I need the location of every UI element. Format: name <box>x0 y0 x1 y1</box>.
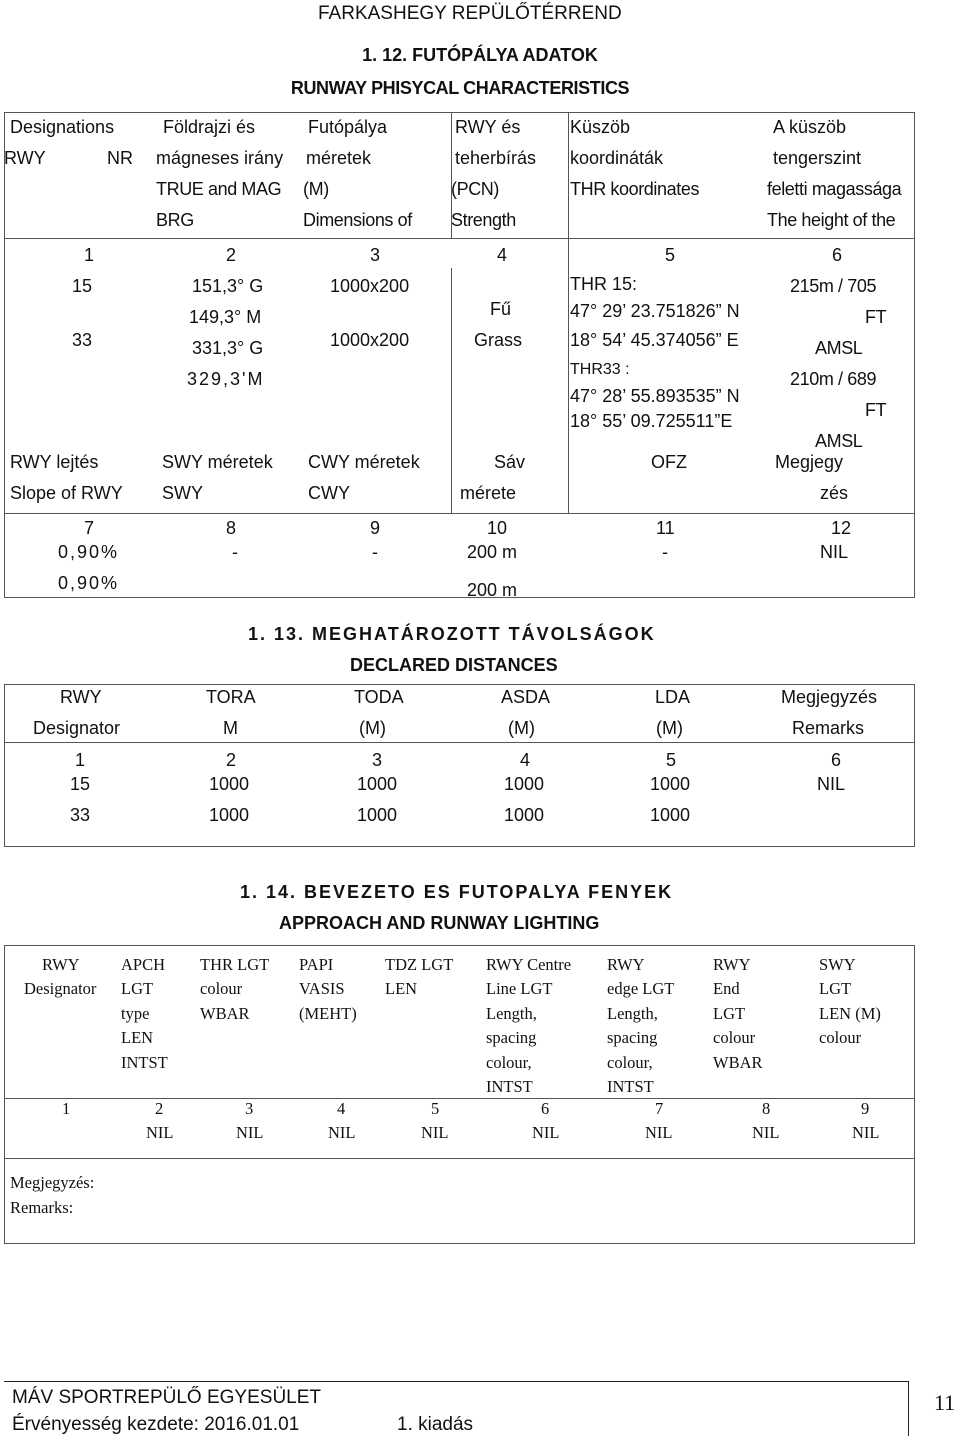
col-number: 1 <box>62 1099 71 1118</box>
bearing-true-33: 331,3° G <box>192 338 264 358</box>
col-centreline-label: colour, <box>486 1053 532 1072</box>
edge-value: NIL <box>645 1123 673 1142</box>
col-strength-label-3: (PCN) <box>451 179 499 199</box>
col-bearing-label-1: Földrajzi és <box>163 117 256 137</box>
col-slope-label-1: RWY lejtés <box>10 452 99 472</box>
col-papi-label: (MEHT) <box>299 1004 357 1023</box>
cell-remarks: NIL <box>817 774 846 794</box>
section-12-title: 1. 12. FUTÓPÁLYA ADATOK <box>362 45 598 65</box>
col-designator-label: Designator <box>33 718 121 738</box>
col-number: 5 <box>665 245 676 265</box>
col-centreline-label: INTST <box>486 1077 533 1096</box>
cell-toda: 1000 <box>357 805 398 825</box>
elevation-33-unit: FT <box>865 400 887 420</box>
col-centreline-label: spacing <box>486 1028 537 1047</box>
bearing-mag-33: 329,3'M <box>187 369 265 389</box>
cell-asda: 1000 <box>504 805 545 825</box>
col-slope-label-2: Slope of RWY <box>10 483 123 503</box>
col-strength-label-4: Strength <box>451 210 516 230</box>
col-number: 12 <box>831 518 852 538</box>
col-rwy-label: RWY <box>42 955 80 974</box>
col-number: 6 <box>832 245 843 265</box>
col-toda-unit: (M) <box>359 718 386 738</box>
cell-lda: 1000 <box>650 774 691 794</box>
section-12-subtitle: RUNWAY PHISYCAL CHARACTERISTICS <box>290 78 630 98</box>
col-number: 11 <box>656 518 675 538</box>
col-end-label: LGT <box>713 1004 746 1023</box>
thr15-longitude: 18° 54’ 45.374056” E <box>570 330 739 350</box>
footer-divider <box>4 1381 908 1382</box>
col-end-label: colour <box>713 1028 756 1047</box>
col-edge-label: spacing <box>607 1028 658 1047</box>
cell-lda: 1000 <box>650 805 691 825</box>
col-tdz-label: TDZ LGT <box>385 955 454 974</box>
col-centreline-label: Line LGT <box>486 979 553 998</box>
col-edge-label: colour, <box>607 1053 653 1072</box>
section-13-subtitle: DECLARED DISTANCES <box>350 655 558 675</box>
footer-org: MÁV SPORTREPÜLŐ EGYESÜLET <box>12 1387 322 1408</box>
col-swy-label-1: SWY méretek <box>162 452 273 472</box>
thr33-label: THR33 : <box>570 361 630 378</box>
ofz-value: - <box>662 542 668 562</box>
col-bearing-label-2: mágneses irány <box>156 148 284 168</box>
col-strength-label-1: RWY és <box>455 117 521 137</box>
cell-tora: 1000 <box>209 774 250 794</box>
col-tdz-label: LEN <box>385 979 418 998</box>
col-edge-label: Length, <box>607 1004 658 1023</box>
bearing-mag-15: 149,3° M <box>189 307 262 327</box>
col-dimensions-label-2: méretek <box>306 148 372 168</box>
section-14-title: 1. 14. BEVEZETO ES FUTOPALYA FENYEK <box>240 882 674 902</box>
col-threshold-label-2: koordináták <box>570 148 664 168</box>
col-number: 7 <box>84 518 95 538</box>
col-swy-label: colour <box>819 1028 862 1047</box>
cell-toda: 1000 <box>357 774 398 794</box>
col-edge-label: INTST <box>607 1077 654 1096</box>
col-end-label: WBAR <box>713 1053 763 1072</box>
col-swy-label: LGT <box>819 979 852 998</box>
dimensions-33: 1000x200 <box>330 330 410 350</box>
col-number: 5 <box>431 1099 440 1118</box>
strip-15: 200 m <box>467 542 518 562</box>
col-apch-label: LEN <box>121 1028 154 1047</box>
col-strip-label-1: Sáv <box>494 452 526 472</box>
thr15-label: THR 15: <box>570 274 638 294</box>
col-number: 3 <box>245 1099 254 1118</box>
col-cwy-label-1: CWY méretek <box>308 452 420 472</box>
cwy-value: - <box>372 542 378 562</box>
col-number: 4 <box>497 245 508 265</box>
apch-value: NIL <box>146 1123 174 1142</box>
end-value: NIL <box>752 1123 780 1142</box>
col-tora-label: TORA <box>206 687 256 707</box>
page-number: 11 <box>934 1390 956 1415</box>
col-tora-unit: M <box>223 718 238 738</box>
thr33-latitude: 47° 28’ 55.893535” N <box>570 386 740 406</box>
col-papi-label: PAPI <box>299 955 334 974</box>
col-number: 9 <box>861 1099 870 1118</box>
col-asda-label: ASDA <box>501 687 551 707</box>
col-number: 7 <box>655 1099 664 1118</box>
col-elevation-label-1: A küszöb <box>773 117 847 137</box>
rwy-33: 33 <box>72 330 93 350</box>
col-asda-unit: (M) <box>508 718 535 738</box>
thr15-latitude: 47° 29’ 23.751826” N <box>570 301 740 321</box>
col-toda-label: TODA <box>354 687 404 707</box>
col-edge-label: RWY <box>607 955 645 974</box>
col-apch-label: type <box>121 1004 150 1023</box>
col-nr-label: NR <box>107 148 133 168</box>
col-elevation-label-2: tengerszint <box>773 148 862 168</box>
col-bearing-label-4: BRG <box>156 210 194 230</box>
aerodrome-header: FARKASHEGY REPÜLŐTÉRREND <box>318 3 622 24</box>
col-centreline-label: Length, <box>486 1004 537 1023</box>
col-rwy-label: RWY <box>60 687 102 707</box>
footer-divider-vertical <box>908 1381 909 1436</box>
col-elevation-label-3: feletti magassága <box>767 179 902 199</box>
col-papi-label: VASIS <box>299 979 345 998</box>
col-apch-label: APCH <box>121 955 166 974</box>
col-end-label: RWY <box>713 955 751 974</box>
thr33-longitude: 18° 55’ 09.725511”E <box>570 411 733 431</box>
col-number: 5 <box>666 750 677 770</box>
col-remarks-label-en: Remarks <box>792 718 865 738</box>
col-apch-label: LGT <box>121 979 154 998</box>
col-dimensions-label-4: Dimensions of <box>303 210 412 230</box>
papi-value: NIL <box>328 1123 356 1142</box>
surface-en: Grass <box>474 330 523 350</box>
col-lda-unit: (M) <box>656 718 683 738</box>
elevation-15-ref: AMSL <box>815 338 863 358</box>
centreline-value: NIL <box>532 1123 560 1142</box>
remarks-label-en: Remarks: <box>10 1198 74 1217</box>
col-bearing-label-3: TRUE and MAG <box>156 179 282 199</box>
col-number: 6 <box>541 1099 550 1118</box>
cell-rwy: 33 <box>70 805 91 825</box>
swy-value: - <box>232 542 238 562</box>
col-rwy-label: RWY <box>4 148 46 168</box>
elevation-33: 210m / 689 <box>790 369 877 389</box>
col-thr-label: colour <box>200 979 243 998</box>
col-dimensions-label-3: (M) <box>303 179 329 199</box>
section-14-subtitle: APPROACH AND RUNWAY LIGHTING <box>279 913 600 933</box>
elevation-15-unit: FT <box>865 307 887 327</box>
col-cwy-label-2: CWY <box>308 483 350 503</box>
col-swy-label: SWY <box>819 955 856 974</box>
elevation-15: 215m / 705 <box>790 276 877 296</box>
col-thr-label: THR LGT <box>200 955 270 974</box>
slope-33: 0,90% <box>58 573 120 593</box>
col-elevation-label-4: The height of the <box>767 210 896 230</box>
col-number: 9 <box>370 518 381 538</box>
col-number: 8 <box>762 1099 771 1118</box>
tdz-value: NIL <box>421 1123 449 1142</box>
strip-33: 200 m <box>467 580 518 600</box>
cell-rwy: 15 <box>70 774 91 794</box>
col-ofz-label: OFZ <box>651 452 687 472</box>
elevation-33-ref: AMSL <box>815 431 863 451</box>
rwy-15: 15 <box>72 276 93 296</box>
col-number: 10 <box>487 518 508 538</box>
col-remarks-label-2: zés <box>820 483 849 503</box>
bearing-true-15: 151,3° G <box>192 276 264 296</box>
col-threshold-label-1: Küszöb <box>570 117 631 137</box>
col-number: 1 <box>84 245 95 265</box>
cell-asda: 1000 <box>504 774 545 794</box>
col-number: 1 <box>75 750 86 770</box>
col-designations-label: Designations <box>10 117 115 137</box>
col-threshold-label-3: THR koordinates <box>570 179 700 199</box>
col-designator-label: Designator <box>24 979 97 998</box>
col-swy-label: LEN (M) <box>819 1004 881 1023</box>
col-number: 2 <box>155 1099 164 1118</box>
col-edge-label: edge LGT <box>607 979 675 998</box>
col-swy-label-2: SWY <box>162 483 204 503</box>
remarks-label: Megjegyzés: <box>10 1173 95 1192</box>
cell-tora: 1000 <box>209 805 250 825</box>
thr-value: NIL <box>236 1123 264 1142</box>
col-number: 4 <box>520 750 531 770</box>
col-number: 2 <box>226 750 237 770</box>
col-apch-label: INTST <box>121 1053 168 1072</box>
footer-validity: Érvényesség kezdete: 2016.01.01 <box>12 1414 300 1435</box>
dimensions-15: 1000x200 <box>330 276 410 296</box>
surface-hu: Fű <box>490 299 512 319</box>
col-strip-label-2: mérete <box>460 483 517 503</box>
remarks-value: NIL <box>820 542 849 562</box>
slope-15: 0,90% <box>58 542 120 562</box>
section-13-title: 1. 13. MEGHATÁROZOTT TÁVOLSÁGOK <box>248 624 656 644</box>
col-number: 3 <box>372 750 383 770</box>
col-number: 8 <box>226 518 237 538</box>
swy-value: NIL <box>852 1123 880 1142</box>
col-lda-label: LDA <box>655 687 691 707</box>
col-dimensions-label-1: Futópálya <box>308 117 388 137</box>
col-thr-label: WBAR <box>200 1004 250 1023</box>
col-number: 3 <box>370 245 381 265</box>
footer-edition: 1. kiadás <box>397 1414 474 1435</box>
col-centreline-label: RWY Centre <box>486 955 572 974</box>
col-number: 6 <box>831 750 842 770</box>
col-number: 4 <box>337 1099 346 1118</box>
col-number: 2 <box>226 245 237 265</box>
col-remarks-label: Megjegyzés <box>781 687 878 707</box>
col-strength-label-2: teherbírás <box>455 148 537 168</box>
col-remarks-label-1: Megjegy <box>775 452 844 472</box>
col-end-label: End <box>713 979 740 998</box>
